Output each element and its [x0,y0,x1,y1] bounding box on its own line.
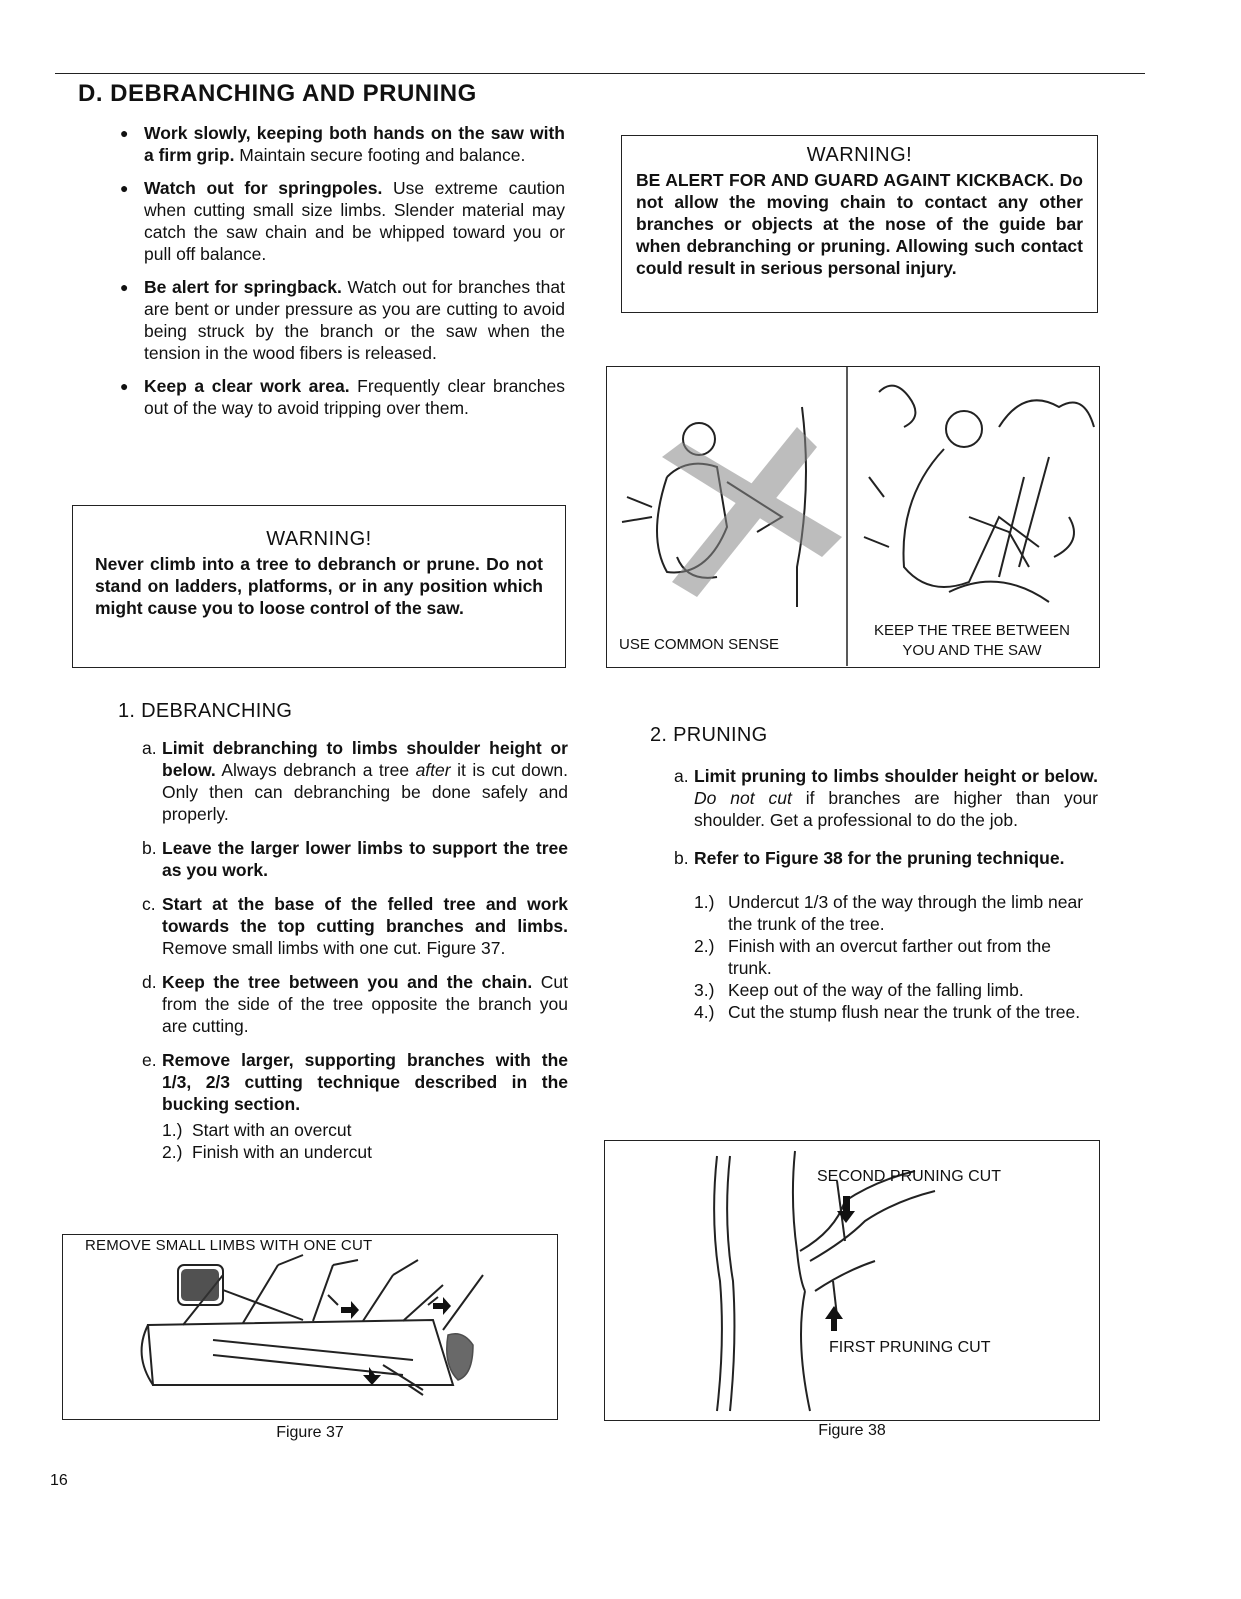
item-marker: c. [142,894,156,914]
figure-38-caption: Figure 38 [818,1422,886,1439]
step-marker: 1.) [162,1120,183,1140]
safety-illustration-panel [606,366,1100,668]
figure-38-illustration [605,1141,1098,1419]
pruning-list [674,765,1098,869]
bullet-text: Frequently clear branches out of the way to avoid tripping over them. [144,376,565,418]
bullet-bold: Work slowly, keeping both hands on the saw with a firm grip. [144,123,565,165]
pruning-heading: 2. PRUNING [650,724,768,746]
log-shape [148,1320,453,1385]
item-bold: Limit debranching to limbs shoulder height or below. [162,738,568,780]
item-bold: Keep the tree between you and the chain. [162,972,533,992]
item-text: it is cut down. Only then can debranching be done safely and properly. [162,760,568,824]
figure-37-caption: Figure 37 [276,1424,344,1441]
trunk-left-edge [714,1156,722,1411]
arrow-icon [341,1297,451,1385]
debranching-item [142,1049,568,1163]
bullet-item [120,375,565,419]
debranching-item [142,971,568,1037]
bullet-bold: Watch out for springpoles. [144,178,383,198]
prohibition-cross [662,427,842,597]
step-item [162,1119,568,1141]
item-bold: Leave the larger lower limbs to support the tree as you work. [162,838,568,880]
item-text: Always debranch a tree [215,760,416,780]
item-italic: after [415,760,451,780]
item-italic: Do not cut [694,788,792,808]
pruning-item [674,765,1098,831]
trunk-right-edge [793,1151,805,1291]
step-marker: 3.) [694,980,715,1000]
item-text: if branches are higher than your shoulder. Get a professional to do the job. [694,788,1098,830]
step-text: Keep out of the way of the falling limb. [728,980,1024,1000]
tree-between-illustration [864,386,1094,602]
step-item [694,979,1098,1001]
step-marker: 1.) [694,892,715,912]
item-text: Cut from the side of the tree opposite the branch you are cutting. [162,972,568,1036]
item-bold: Remove larger, supporting branches with the 1/3, 2/3 cutting technique described in the bucking section. [162,1050,568,1114]
bullet-item [120,177,565,265]
bullet-text: Maintain secure footing and balance. [234,145,526,165]
item-marker: b. [142,838,157,858]
step-text: Cut the stump flush near the trunk of the tree. [728,1002,1081,1022]
right-illustration-caption-line2: YOU AND THE SAW [902,642,1042,659]
warning-title: WARNING! [806,144,913,166]
warning-title: WARNING! [266,528,372,550]
figure-37-label: REMOVE SMALL LIMBS WITH ONE CUT [85,1237,373,1254]
step-item [694,891,1098,935]
bullet-item [120,122,565,166]
debranching-list [142,737,568,1163]
first-pruning-cut-label: FIRST PRUNING CUT [829,1339,991,1356]
step-text: Finish with an overcut farther out from the trunk. [728,936,1051,978]
bullet-item [120,276,565,364]
page-number: 16 [50,1472,68,1489]
bullet-text: Watch out for branches that are bent or under pressure as you are cutting to avoid being struck by the branch or the saw when the tension in the wood fibers is released. [144,277,566,363]
item-text: Remove small limbs with one cut. Figure 37. [162,938,506,958]
step-text: Undercut 1/3 of the way through the limb near the trunk of the tree. [728,892,1084,934]
second-pruning-cut-label: SECOND PRUNING CUT [817,1168,1002,1185]
chainsaw-engine [181,1269,219,1301]
section-heading: D. DEBRANCHING AND PRUNING [78,80,477,107]
item-marker: e. [142,1050,157,1070]
item-bold: Limit pruning to limbs shoulder height or below. [694,766,1098,786]
item-marker: a. [674,766,689,786]
figure-38-box [604,1140,1100,1421]
limb-lower [815,1261,875,1291]
step-item [694,935,1098,979]
step-text: Start with an overcut [192,1120,352,1140]
item-bold: Start at the base of the felled tree and work towards the top cutting branches and limbs. [162,894,568,936]
debranching-section [118,700,568,1163]
debranching-item [142,837,568,881]
chainsaw-bar [223,1290,303,1320]
item-bold: Refer to Figure 38 for the pruning technique. [694,848,1065,868]
debranching-steps [162,1119,568,1163]
figure-37-illustration [63,1235,556,1418]
pruning-section [650,724,1098,1023]
debranching-item [142,737,568,825]
right-illustration-caption-line1: KEEP THE TREE BETWEEN [874,622,1070,639]
step-item [694,1001,1098,1023]
step-text: Finish with an undercut [192,1142,372,1162]
figure-37-box [62,1234,558,1420]
left-illustration-caption: USE COMMON SENSE [619,636,780,653]
item-marker: b. [674,848,689,868]
cut-arrow-icon [825,1196,855,1331]
step-item [162,1141,568,1163]
bullet-bold: Be alert for springback. [144,277,342,297]
step-marker: 2.) [694,936,715,956]
step-marker: 4.) [694,1002,715,1022]
warning-box-climbing [72,505,566,668]
pruning-item [674,847,1098,869]
bullet-bold: Keep a clear work area. [144,376,350,396]
debranching-item [142,893,568,959]
warning-box-kickback [621,135,1098,313]
bullet-text: Use extreme caution when cutting small size limbs. Slender material may catch the saw chain and be whipped toward you or pull off balance. [144,178,565,264]
pruning-steps [694,891,1098,1023]
safety-illustrations [607,367,1098,666]
warning-body: BE ALERT FOR AND GUARD AGAINT KICKBACK. Do not allow the moving chain to contact any other branches or objects at the nose of the guide bar when debranching or pruning. Allowing such contact could result in serious personal injury. [636,170,1083,278]
step-marker: 2.) [162,1142,183,1162]
hand-illustration [447,1334,473,1380]
debranching-heading: 1. DEBRANCHING [118,700,293,722]
item-marker: a. [142,738,157,758]
safety-bullet-list [120,122,565,430]
item-marker: d. [142,972,157,992]
warning-body: Never climb into a tree to debranch or prune. Do not stand on ladders, platforms, or in any position which might cause you to loose control of the saw. [95,554,543,618]
top-rule [55,73,1145,74]
